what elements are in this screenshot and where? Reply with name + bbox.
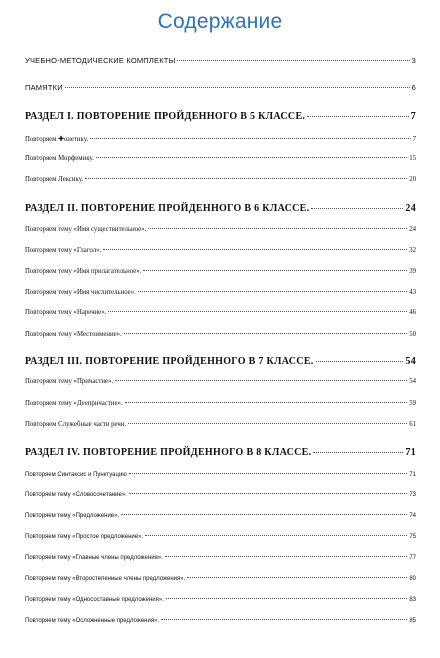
toc-page-number: 50 [409,331,416,338]
toc-section-entry[interactable] [25,111,416,122]
toc-page-number: 59 [409,400,416,407]
toc-entry[interactable] [25,618,416,624]
toc-entry-label: Повторяем тему «Осложненные предложения». [25,618,160,624]
toc-page-number: 6 [411,83,416,92]
toc-page-number: 24 [409,226,416,233]
toc-page-number: 15 [409,155,416,162]
toc-page-number: 46 [409,309,416,316]
toc-entry[interactable] [25,155,416,162]
toc-page-number: 85 [409,618,416,624]
toc-entry-label: Повторяем тему «Имя числительное». [25,289,136,296]
toc-entry[interactable] [25,309,416,316]
toc-entry[interactable] [25,135,416,143]
toc-entry[interactable] [25,534,416,540]
toc-page-number: 77 [409,555,416,561]
toc-entry-label: Повторяем тему «Имя существительное». [25,226,147,233]
dot-leader [96,157,407,158]
toc-page-number: 54 [409,378,416,385]
toc-entry[interactable] [25,421,416,428]
dot-leader [115,380,407,381]
dot-leader [108,311,407,312]
dot-leader [65,87,410,88]
dot-leader [138,291,407,292]
toc-entry[interactable] [25,289,416,296]
toc-entry[interactable] [25,56,416,65]
toc-entry[interactable] [25,176,416,183]
toc-section-entry[interactable] [25,203,416,214]
toc-entry-label: Повторяем тему «Местоимение». [25,331,122,338]
toc-entry[interactable] [25,492,416,498]
toc-entry-label: Повторяем тему «Второстепенные члены предложения». [25,576,186,582]
toc-entry-label: УЧЕБНО-МЕТОДИЧЕСКИЕ КОМПЛЕКТЫ [25,56,176,65]
dot-leader [143,270,407,271]
toc-entry-label: Повторяем Служебные части речи. [25,421,127,428]
toc-entry-label: Повторяем тему «Имя прилагательное». [25,268,142,275]
dot-leader [187,577,407,578]
toc-page-number: 61 [409,421,416,428]
dot-leader [177,60,409,61]
toc-entry[interactable] [25,378,416,385]
dot-leader [313,452,403,453]
toc-entry[interactable] [25,472,416,478]
toc-page-number: 32 [409,247,416,254]
toc-entry[interactable] [25,268,416,275]
toc-page-number: 80 [409,576,416,582]
toc-entry[interactable] [25,331,416,338]
dot-leader [145,535,407,536]
toc-entry[interactable] [25,513,416,519]
toc-entry-label: Повторяем Синтаксис и Пунктуацию [25,472,127,478]
toc-page-number: 54 [405,356,416,367]
toc-entry-label: Повторяем тему «Предложение». [25,513,120,519]
toc-entry-label: Повторяем тему «Словосочетание». [25,492,127,498]
toc-entry-label: Повторяем ✚онетику. [25,136,89,143]
toc-entry-label: Повторяем тему «Односоставные предложения». [25,597,164,603]
page-title: Содержание [157,10,283,33]
toc-entry-label: Повторяем тему «Глагол». [25,247,102,254]
dot-leader [129,493,407,494]
dot-leader [124,333,407,334]
dot-leader [90,138,410,139]
dot-leader [129,473,408,474]
toc-entry-label: Повторяем Морфемику. [25,155,94,162]
dot-leader [125,402,408,403]
toc-page-number: 7 [412,136,416,143]
dot-leader [165,556,408,557]
toc-page-number: 74 [409,513,416,519]
toc-entry[interactable] [25,83,416,92]
dot-leader [316,361,404,362]
toc-entry-label: РАЗДЕЛ IV. ПОВТОРЕНИЕ ПРОЙДЕННОГО В 8 КЛАССЕ. [25,447,312,458]
toc-page-number: 39 [409,268,416,275]
toc-page-number: 7 [410,111,416,122]
dot-leader [85,178,407,179]
toc-page-number: 3 [411,56,416,65]
toc-entry-label: РАЗДЕЛ II. ПОВТОРЕНИЕ ПРОЙДЕННОГО В 6 КЛАССЕ. [25,203,310,214]
toc-entry-label: РАЗДЕЛ I. ПОВТОРЕНИЕ ПРОЙДЕННОГО В 5 КЛАССЕ. [25,111,306,122]
dot-leader [128,423,407,424]
toc-page-number: 20 [409,176,416,183]
toc-page-number: 75 [409,534,416,540]
toc-page-number: 83 [409,597,416,603]
toc-entry-label: Повторяем тему «Причастие». [25,378,114,385]
toc-entry[interactable] [25,597,416,603]
dot-leader [307,116,408,117]
toc-section-entry[interactable] [25,356,416,367]
dot-leader [161,619,407,620]
toc-entry-label: Повторяем Лексику. [25,176,84,183]
toc-entry-label: Повторяем тему «Простое предложение». [25,534,144,540]
toc-page-number: 71 [405,447,416,458]
toc-page-number: 43 [409,289,416,296]
toc-entry[interactable] [25,576,416,582]
dot-leader [166,598,407,599]
toc-entry[interactable] [25,247,416,254]
dot-leader [311,208,403,209]
toc-entry-label: Повторяем тему «Наречие». [25,309,107,316]
toc-page-number: 71 [409,472,416,478]
toc-entry-label: ПАМЯТКИ [25,83,63,92]
toc-section-entry[interactable] [25,447,416,458]
dot-leader [148,228,407,229]
toc-page-number: 24 [405,203,416,214]
toc-entry-label: Повторяем тему «Главные члены предложения». [25,555,163,561]
dot-leader [103,249,407,250]
toc-entry[interactable] [25,400,416,407]
dot-leader [121,514,407,515]
toc-entry-label: РАЗДЕЛ III. ПОВТОРЕНИЕ ПРОЙДЕННОГО В 7 КЛАССЕ. [25,356,314,367]
toc-entry-label: Повторяем тему «Деепричастие». [25,400,123,407]
toc-page-number: 73 [409,492,416,498]
toc-entry[interactable] [25,226,416,233]
toc-entry[interactable] [25,555,416,561]
